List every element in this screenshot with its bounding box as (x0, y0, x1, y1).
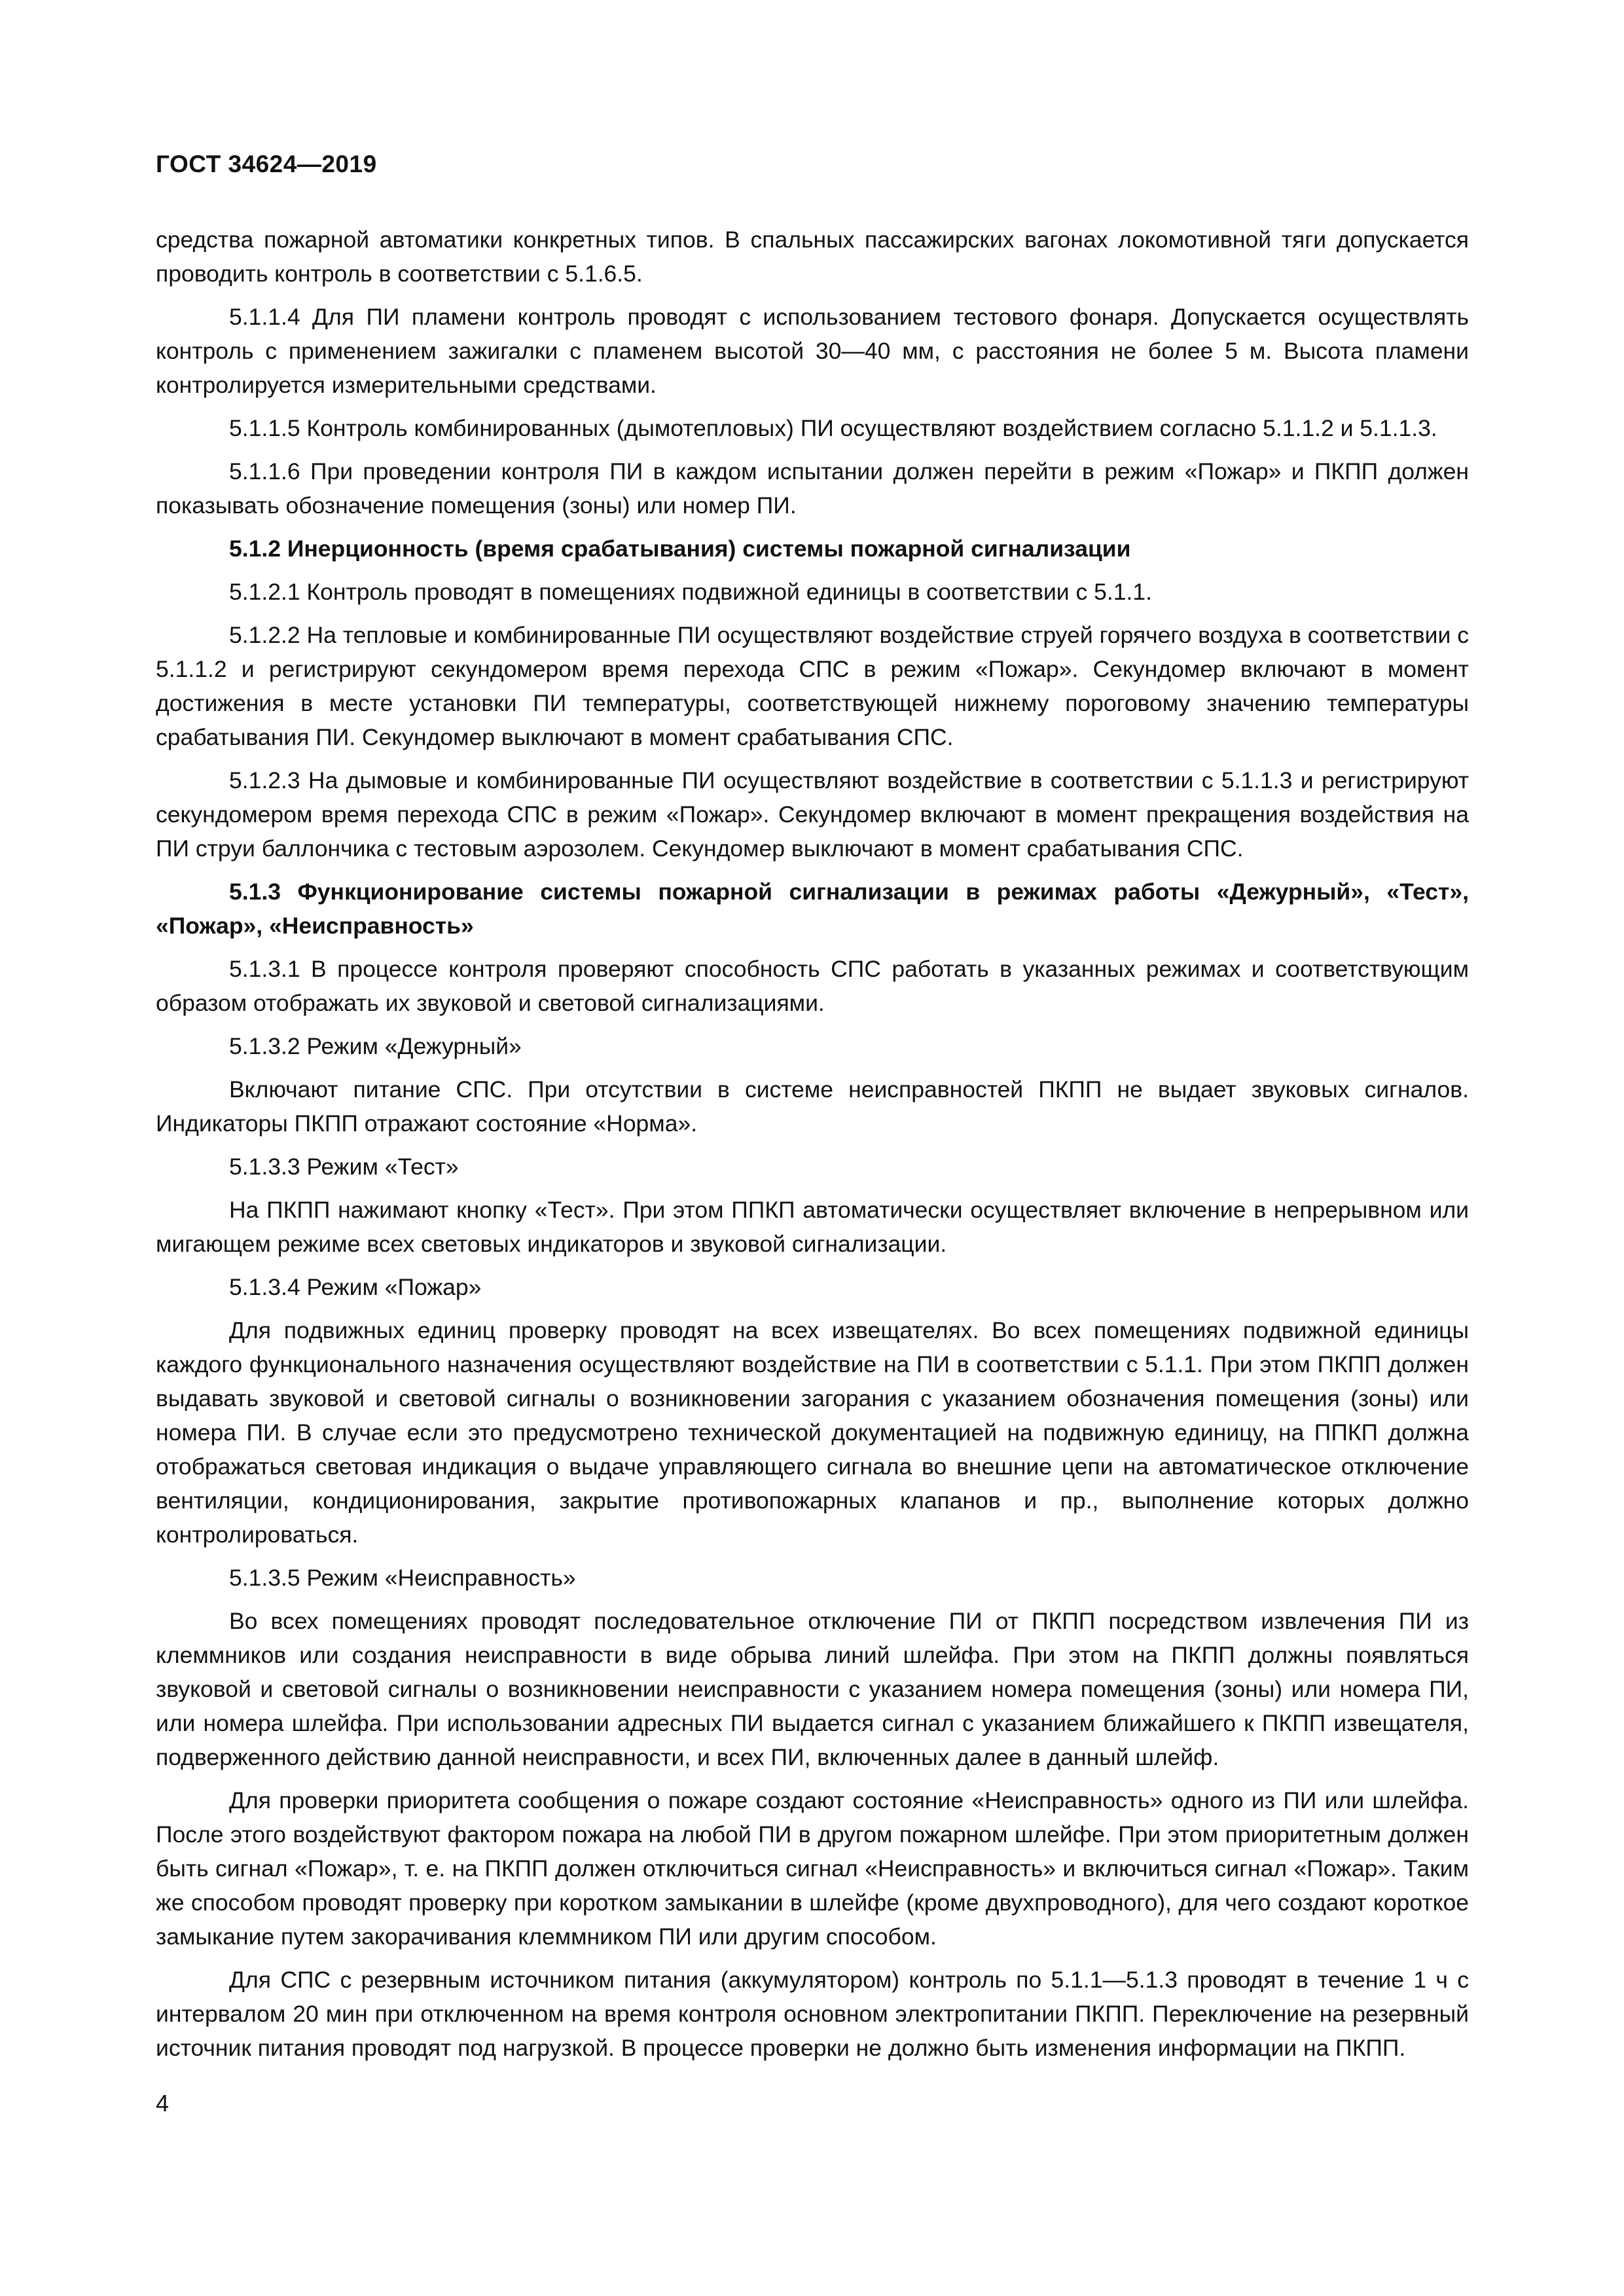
page-number: 4 (156, 2090, 170, 2117)
paragraph: На ПКПП нажимают кнопку «Тест». При этом ППКП автоматически осуществляет включение в непрерывном или мигающем режиме всех световых индикаторов и звуковой сигнализации. (156, 1197, 1469, 1257)
paragraph: 5.1.2.2 На тепловые и комбинированные ПИ осуществляют воздействие струей горячего воздуха в соответствии с 5.1.1.2 и регистрируют секундомером время перехода СПС в режим «Пожар». Секундомер включают в момент достижения в месте установки ПИ температуры, соответствующей нижнему пороговому значению температуры срабатывания ПИ. Секундомер выключают в момент срабатывания СПС. (156, 622, 1469, 750)
paragraph: 5.1.3.3 Режим «Тест» (229, 1154, 459, 1180)
section-heading: 5.1.3 Функционирование системы пожарной сигнализации в режимах работы «Дежурный», «Тест», «Пожар», «Неисправность» (156, 879, 1469, 939)
paragraph: Для подвижных единиц проверку проводят на всех извещателях. Во всех помещениях подвижной единицы каждого функционального назначения осуществляют воздействие на ПИ в соответствии с 5.1.1. При этом ПКПП должен выдавать звуковой и световой сигналы о возникновении загорания с указанием обозначения помещения (зоны) или номера ПИ. В случае если это предусмотрено технической документацией на подвижную единицу, на ППКП должна отображаться световая индикация о выдаче управляющего сигнала во внешние цепи на автоматическое отключение вентиляции, кондиционирования, закрытие противопожарных клапанов и пр., выполнение которых должно контролироваться. (156, 1317, 1469, 1548)
paragraph: Включают питание СПС. При отсутствии в системе неисправностей ПКПП не выдает звуковых сигналов. Индикаторы ПКПП отражают состояние «Норма». (156, 1076, 1469, 1137)
document-body (156, 223, 1469, 2074)
paragraph: 5.1.2.1 Контроль проводят в помещениях подвижной единицы в соответствии с 5.1.1. (229, 579, 1152, 605)
paragraph: 5.1.1.5 Контроль комбинированных (дымотепловых) ПИ осуществляют воздействием согласно 5.1.1.2 и 5.1.1.3. (229, 415, 1437, 441)
paragraph: Во всех помещениях проводят последовательное отключение ПИ от ПКПП посредством извлечения ПИ из клеммников или создания неисправности в виде обрыва линий шлейфа. При этом на ПКПП должны появляться звуковой и световой сигналы о возникновении неисправности с указанием номера помещения (зоны) или номера ПИ, или номера шлейфа. При использовании адресных ПИ выдается сигнал с указанием ближайшего к ПКПП извещателя, подверженного действию данной неисправности, и всех ПИ, включенных далее в данный шлейф. (156, 1608, 1469, 1770)
standard-header: ГОСТ 34624—2019 (156, 151, 377, 177)
paragraph: Для СПС с резервным источником питания (аккумулятором) контроль по 5.1.1—5.1.3 проводят в течение 1 ч с интервалом 20 мин при отключенном на время контроля основном электропитании ПКПП. Переключение на резервный источник питания проводят под нагрузкой. В процессе проверки не должно быть изменения информации на ПКПП. (156, 1967, 1469, 2061)
paragraph: 5.1.2.3 На дымовые и комбинированные ПИ осуществляют воздействие в соответствии с 5.1.1.3 и регистрируют секундомером время перехода СПС в режим «Пожар». Секундомер включают в момент прекращения воздействия на ПИ струи баллончика с тестовым аэрозолем. Секундомер выключают в момент срабатывания СПС. (156, 767, 1469, 862)
paragraph: 5.1.1.4 Для ПИ пламени контроль проводят с использованием тестового фонаря. Допускается осуществлять контроль с применением зажигалки с пламенем высотой 30—40 мм, с расстояния не более 5 м. Высота пламени контролируется измерительными средствами. (156, 304, 1469, 398)
paragraph: 5.1.3.2 Режим «Дежурный» (229, 1033, 522, 1059)
paragraph: 5.1.3.5 Режим «Неисправность» (229, 1565, 576, 1591)
section-heading: 5.1.2 Инерционность (время срабатывания) системы пожарной сигнализации (229, 536, 1131, 562)
paragraph: 5.1.3.1 В процессе контроля проверяют способность СПС работать в указанных режимах и соответствующим образом отображать их звуковой и световой сигнализациями. (156, 956, 1469, 1016)
paragraph: 5.1.3.4 Режим «Пожар» (229, 1274, 482, 1300)
paragraph: Для проверки приоритета сообщения о пожаре создают состояние «Неисправность» одного из ПИ или шлейфа. После этого воздействуют фактором пожара на любой ПИ в другом пожарном шлейфе. При этом приоритетным должен быть сигнал «Пожар», т. е. на ПКПП должен отключиться сигнал «Неисправность» и включиться сигнал «Пожар». Таким же способом проводят проверку при коротком замыкании в шлейфе (кроме двухпроводного), для чего создают короткое замыкание путем закорачивания клеммником ПИ или другим способом. (156, 1787, 1469, 1950)
paragraph: 5.1.1.6 При проведении контроля ПИ в каждом испытании должен перейти в режим «Пожар» и ПКПП должен показывать обозначение помещения (зоны) или номер ПИ. (156, 458, 1469, 519)
paragraph: средства пожарной автоматики конкретных типов. В спальных пассажирских вагонах локомотивной тяги допускается проводить контроль в соответствии с 5.1.6.5. (156, 227, 1469, 287)
